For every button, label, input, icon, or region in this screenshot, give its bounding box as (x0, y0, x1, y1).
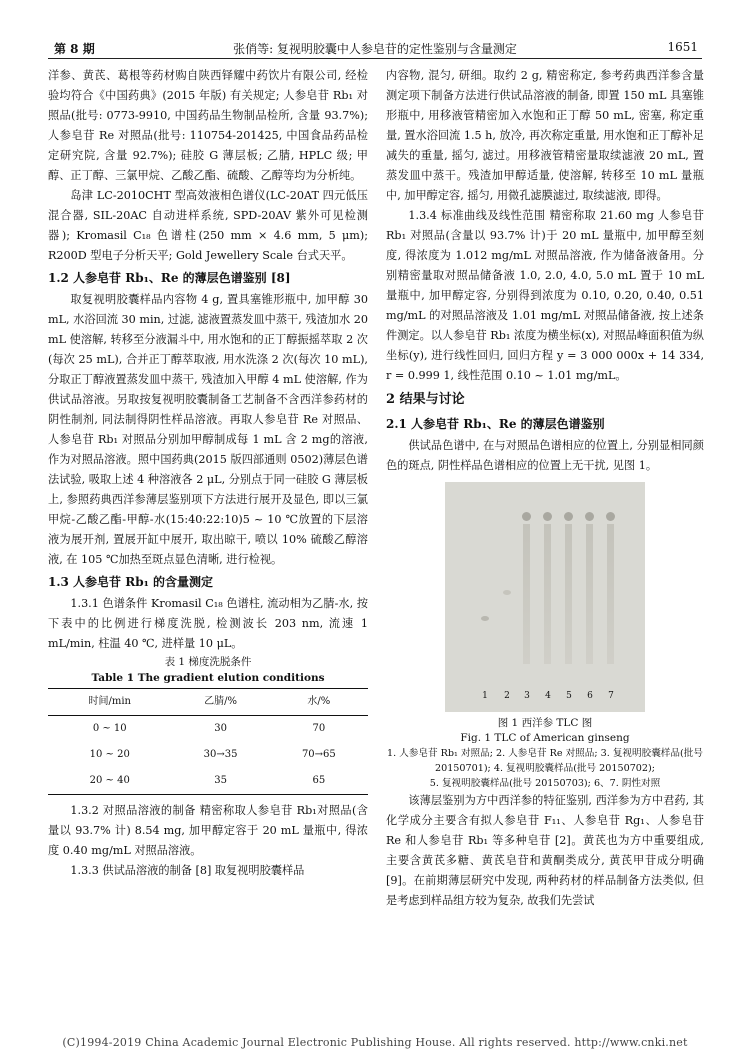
section-heading-2: 2 结果与讨论 (386, 392, 465, 407)
tlc-lane-band (544, 524, 551, 664)
materials-paragraph: 洋参、黄芪、葛根等药材购自陕西铎耀中药饮片有限公司, 经检验均符合《中国药典》(2015 年版) 有关规定; 人参皂苷 Rb₁ 对照品(批号: 0773-9910, 中国药品生物制品检所, 含量 93.7%); 人参皂苷 Re 对照品(批号: 110754-201425, 中国食品药品检定研究院, 含量 92.7%); 硅胶 G 薄层板; 乙腈, HPLC 级; 甲醇、正丁醇、三氯甲烷、乙酸乙酯、硫酸、乙醇等均为分析纯。 (48, 69, 368, 182)
lane-label: 5 (566, 691, 572, 701)
table-header: 时间/min (48, 689, 171, 716)
table-cell: 10 ~ 20 (89, 749, 130, 760)
lane-label: 2 (504, 691, 510, 701)
section-heading-1-2: 1.2 人参皂苷 Rb₁、Re 的薄层色谱鉴别 [8] (48, 271, 291, 285)
table-row (48, 716, 368, 743)
table-header: 水/% (270, 689, 368, 716)
figure-note: 5. 复视明胶囊样品(批号 20150703); 6、7. 阴性对照 (429, 778, 661, 789)
figure-caption-en: Fig. 1 TLC of American ginseng (460, 732, 630, 744)
table-header: 乙腈/% (171, 689, 269, 716)
page-number: 1651 (667, 40, 698, 54)
sample-solution-paragraph: 1.3.3 供试品溶液的制备 [8] 取复视明胶囊样品 (70, 864, 305, 877)
issue-number: 第 8 期 (54, 42, 95, 56)
tlc-result-paragraph: 供试品色谱中, 在与对照品色谱相应的位置上, 分别显相同颜色的斑点, 阴性样品色谱相应的位置上无干扰, 见图 1。 (386, 439, 704, 472)
table-cell: 35 (171, 768, 269, 795)
tlc-spot (522, 512, 531, 521)
tlc-spot (564, 512, 573, 521)
lane-label: 7 (608, 691, 614, 701)
figure-note: 1. 人参皂苷 Rb₁ 对照品; 2. 人参皂苷 Re 对照品; 3. 复视明胶囊样品(批号 20150701); 4. 复视明胶囊样品(批号 20150702); (387, 748, 703, 774)
tlc-lane-band (565, 524, 572, 664)
table-cell: 20 ~ 40 (48, 768, 171, 795)
tlc-method-paragraph: 取复视明胶囊样品内容物 4 g, 置具塞锥形瓶中, 加甲醇 30 mL, 水浴回流 30 min, 过滤, 滤液置蒸发皿中蒸干, 残渣加水 20 mL 使溶解, 转移至分液漏斗中, 用水饱和的正丁醇振摇萃取 2 次(每次 25 mL), 合并正丁醇萃取液, 用水洗涤 2 次(每次 10 mL), 分取正丁醇液置蒸发皿中蒸干, 残渣加入甲醇 4 mL 使溶解, 作为供试品溶液。另取按复视明胶囊制备工艺制备不含西洋参药材的阴性制剂, 同法制得阴性样品溶液。再取人参皂苷 Re 对照品、人参皂苷 Rb₁ 对照品分别加甲醇制成每 1 mL 含 2 mg的溶液, 作为对照品溶液。照中国药典(2015 版四部通则 0502)薄层色谱法试验, 吸取上述 4 种溶液各 2 μL, 分别点于同一硅胶 G 薄层板上, 参照药典西洋参薄层鉴别项下方法进行展开及显色, 即以三氯甲烷-乙酸乙酯-甲醇-水(15:40:22:10)5 ~ 10 ℃放置的下层溶液为展开剂, 置展开缸中展开, 取出晾干, 喷以 10% 硫酸乙醇溶液, 在 105 ℃加热至斑点显色清晰, 进行检视。 (48, 293, 368, 566)
left-column (48, 66, 368, 881)
chromatographic-conditions: 1.3.1 色谱条件 Kromasil C₁₈ 色谱柱, 流动相为乙腈-水, 按下表中的比例进行梯度洗脱, 检测波长 203 nm, 流速 1 mL/min, 柱温 40 ℃, 进样量 10 μL。 (48, 597, 368, 650)
running-title: 张俏等: 复视明胶囊中人参皂苷的定性鉴别与含量测定 (233, 42, 517, 56)
table-cell: 65 (270, 768, 368, 795)
discussion-paragraph: 该薄层鉴别为方中西洋参的特征鉴别, 西洋参为方中君药, 其化学成分主要含有拟人参皂苷 F₁₁、人参皂苷 Rg₁、人参皂苷 Re 和人参皂苷 Rb₁ 等多种皂苷 [2]。黄芪也为方中重要组成, 主要含黄芪多糖、黄芪皂苷和黄酮类成分, 黄芪甲苷成分明确 [9]。在前期薄层研究中发现, 两种药材的样品制备方法类似, 但是考虑到样品组方较为复杂, 故我们先尝试 (386, 794, 704, 907)
sample-prep-continued: 内容物, 混匀, 研细。取约 2 g, 精密称定, 参考药典西洋参含量测定项下制备方法进行供试品溶液的制备, 即置 150 mL 具塞锥形瓶中, 用移液管精密加入水饱和正丁醇 50 mL, 密塞, 称定重量, 置水浴回流 1.5 h, 放冷, 再次称定重量, 用水饱和正丁醇补足减失的重量, 摇匀, 滤过。用移液管精密量取续滤液 20 mL, 置蒸发皿中蒸干。残渣加甲醇适量, 使溶解, 转移至 10 mL 量瓶中, 加甲醇定容, 摇匀, 用微孔滤膜滤过, 取续滤液, 即得。 (386, 69, 704, 202)
tlc-spot (543, 512, 552, 521)
tlc-lane-band (586, 524, 593, 664)
table-row (48, 768, 368, 795)
table-caption-en: Table 1 The gradient elution conditions (91, 672, 325, 684)
tlc-plate-image (445, 482, 645, 712)
lane-label: 4 (545, 691, 551, 701)
copyright-footer: (C)1994-2019 China Academic Journal Electronic Publishing House. All rights reserved. http://www.cnki.net (62, 1036, 688, 1049)
tlc-spot (585, 512, 594, 521)
table-cell: 70 (312, 723, 326, 734)
table-cell: 30→35 (203, 749, 238, 760)
table-row (48, 742, 368, 768)
section-heading-1-3: 1.3 人参皂苷 Rb₁ 的含量测定 (48, 575, 214, 589)
tlc-lane-band (523, 524, 530, 664)
gradient-table (48, 688, 368, 795)
table-caption-cn: 表 1 梯度洗脱条件 (164, 656, 252, 668)
reference-solution-paragraph: 1.3.2 对照品溶液的制备 精密称取人参皂苷 Rb₁对照品(含量以 93.7% 计) 8.54 mg, 加甲醇定容于 20 mL 量瓶中, 得浓度 0.40 mg/mL 对照品溶液。 (48, 804, 368, 857)
table-cell: 30 (214, 723, 227, 734)
table-cell: 0 ~ 10 (92, 723, 127, 734)
section-heading-2-1: 2.1 人参皂苷 Rb₁、Re 的薄层色谱鉴别 (386, 417, 605, 431)
lane-label: 1 (482, 691, 488, 701)
standard-curve-paragraph: 1.3.4 标准曲线及线性范围 精密称取 21.60 mg 人参皂苷 Rb₁ 对照品(含量以 93.7% 计)于 20 mL 量瓶中, 加甲醇至刻度, 得浓度为 1.012 mg/mL 对照品溶液, 作为储备液备用。分别精密量取对照品储备液 1.0, 2.0, 4.0, 5.0 mL 置于 10 mL 量瓶中, 加甲醇定容, 分别得到浓度为 0.10, 0.20, 0.40, 0.51 mg/mL 的对照品溶液及 1.01 mg/mL 对照品储备液, 按上述条件测定。以人参皂苷 Rb₁ 浓度为横坐标(x), 对照品峰面积值为纵坐标(y), 进行线性回归, 回归方程 y = 3 000 000x + 14 334, r = 0.999 1, 线性范围 0.10 ~ 1.01 mg/mL。 (386, 209, 704, 382)
instruments-paragraph: 岛津 LC-2010CHT 型高效液相色谱仪(LC-20AT 四元低压混合器, SIL-20AC 自动进样系统, SPD-20AV 紫外可见检测器); Kromasil C₁₈ 色谱柱(250 mm × 4.6 mm, 5 μm); R200D 型电子分析天平; Gold Jewellery Scale 台式天平。 (48, 189, 368, 262)
figure-caption-cn: 图 1 西洋参 TLC 图 (497, 717, 593, 729)
lane-label: 3 (524, 691, 530, 701)
table-cell: 70→65 (301, 749, 336, 760)
running-header (48, 38, 702, 59)
tlc-spot (481, 616, 489, 621)
tlc-spot (503, 590, 511, 595)
tlc-spot (606, 512, 615, 521)
tlc-lane-band (607, 524, 614, 664)
right-column (386, 66, 704, 911)
lane-label: 6 (587, 691, 593, 701)
